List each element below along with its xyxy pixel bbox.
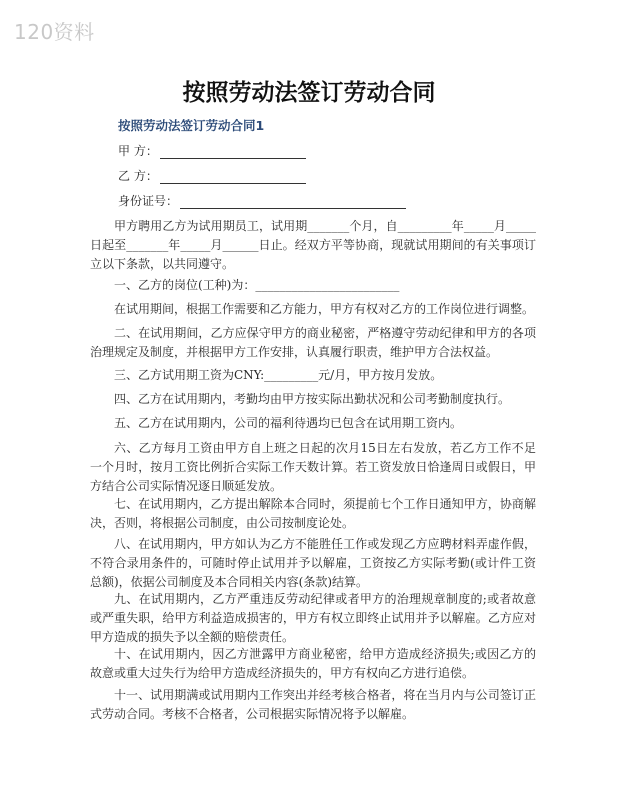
party-b-blank [160, 171, 306, 184]
id-number-blank [180, 196, 406, 209]
clause-11: 十一、试用期满或试用期内工作突出并经考核合格者，将在当月内与公司签订正式劳动合同。考核不合格者，公司根据实际情况将予以解雇。 [90, 688, 536, 721]
clause-1: 一、乙方的岗位(工种)为：________________________ [114, 278, 400, 292]
clause-6: 六、乙方每月工资由甲方自上班之日起的次月15日左右发放，若乙方工作不足一个月时，按月工资比例折合实际工作天数计算。若工资发放日恰逢周日或假日，甲方结合公司实际情况逐日顺延发放。 [90, 441, 536, 493]
party-b-field [118, 168, 306, 184]
party-b-label: 乙 方： [118, 169, 158, 183]
party-a-blank [160, 146, 306, 159]
section-heading: 按照劳动法签订劳动合同1 [118, 118, 265, 133]
party-a-label: 甲 方： [118, 144, 158, 158]
watermark: 120资料 [14, 20, 95, 44]
clause-4: 四、乙方在试用期内，考勤均由甲方按实际出勤状况和公司考勤制度执行。 [114, 392, 511, 406]
clause-3: 三、乙方试用期工资为CNY:_________元/月，甲方按月发放。 [114, 368, 443, 382]
clause-10: 十、在试用期内，因乙方泄露甲方商业秘密，给甲方造成经济损失;或因乙方的故意或重大过失行为给甲方造成经济损失的，甲方有权向乙方进行追偿。 [90, 647, 536, 680]
party-a-field [118, 143, 306, 159]
clause-2: 二、在试用期间，乙方应保守甲方的商业秘密，严格遵守劳动纪律和甲方的各项治理规定及制度，并根据甲方工作安排，认真履行职责，维护甲方合法权益。 [90, 326, 536, 359]
clause-9: 九、在试用期内，乙方严重违反劳动纪律或者甲方的治理规章制度的;或者故意或严重失职，给甲方利益造成损害的，甲方有权立即终止试用并予以解雇。乙方应对甲方造成的损失予以全额的赔偿责任。 [90, 592, 536, 644]
clause-5: 五、乙方在试用期内，公司的福利待遇均已包含在试用期工资内。 [114, 416, 463, 430]
document-title: 按照劳动法签订劳动合同 [182, 80, 436, 106]
clause-1-detail: 在试用期间，根据工作需要和乙方能力，甲方有权对乙方的工作岗位进行调整。 [114, 302, 535, 316]
clause-8: 八、在试用期内，甲方如认为乙方不能胜任工作或发现乙方应聘材料弄虚作假，不符合录用条件的，可随时停止试用并予以解雇，工资按乙方实际考勤(或计件工资总额)，依据公司制度及本合同相关内容(条款)结算。 [90, 537, 536, 589]
id-number-field [118, 193, 406, 209]
id-number-label: 身份证号： [118, 194, 179, 208]
intro-paragraph: 甲方聘用乙方为试用期员工，试用期_______个月，自_________年_____月_____日起至_______年_____月______日止。经双方平等协商，现就试用期间的有关事项订立以下条款，以共同遵守。 [90, 219, 536, 271]
clause-7: 七、在试用期内，乙方提出解除本合同时，须提前七个工作日通知甲方，协商解决，否则，将根据公司制度，由公司按制度论处。 [90, 497, 536, 530]
